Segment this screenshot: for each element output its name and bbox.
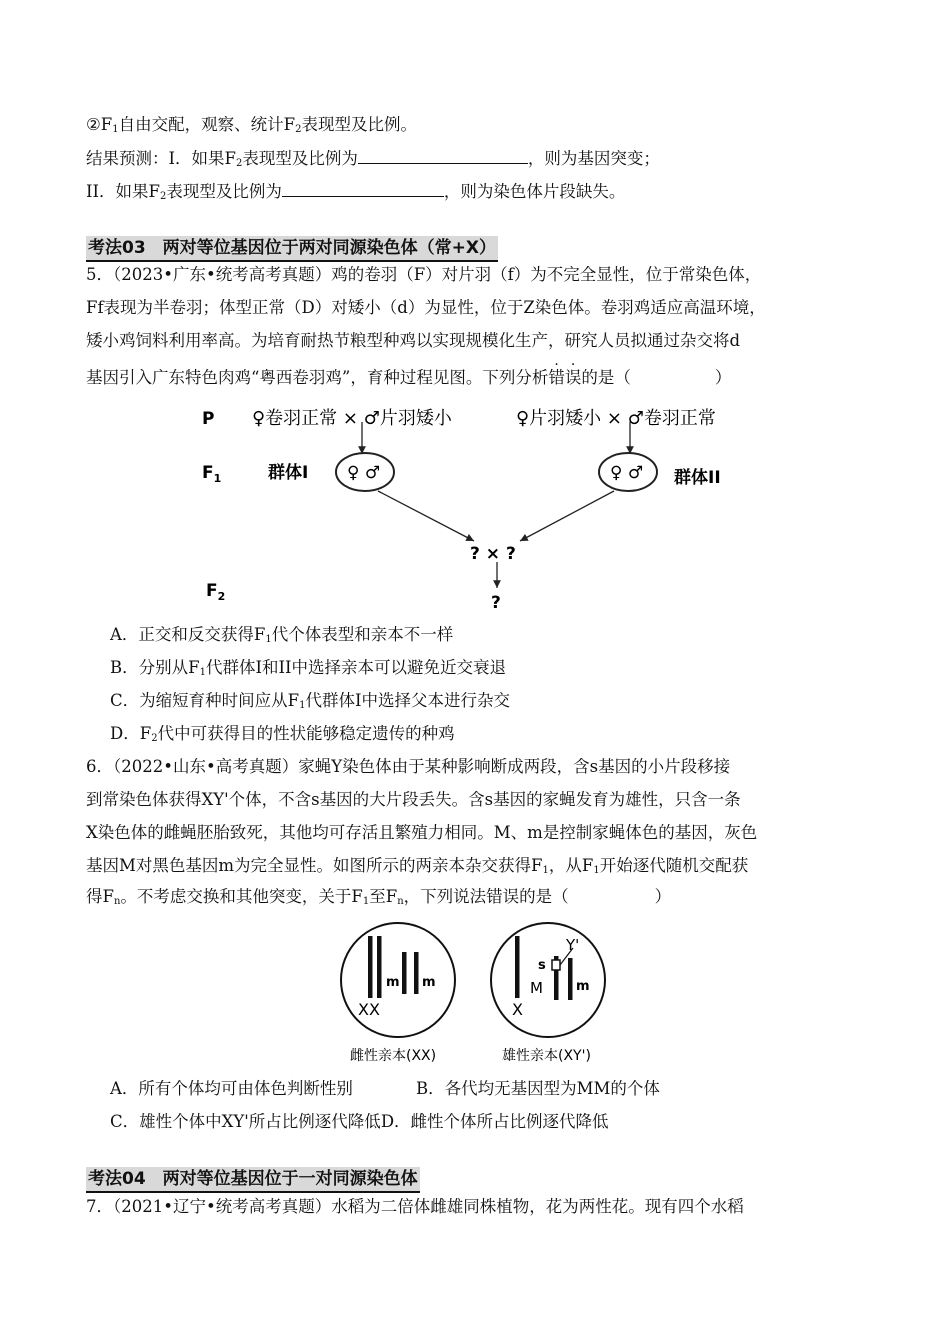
q6-line-3: X染色体的雌蝇胚胎致死，其他均可存活且繁殖力相同。M、m是控制家蝇体色的基因，灰色 — [86, 823, 758, 842]
q5-line-4: 基因引入广东特色肉鸡“粤西卷羽鸡”，育种过程见图。下列分析错误的是（ ） — [86, 368, 732, 387]
breeding-diagram — [190, 398, 760, 618]
q5-line-2: Ff表现为半卷羽；体型正常（D）对矮小（d）为显性，位于Z染色体。卷羽鸡适应高温环境， — [86, 298, 766, 317]
female-x-chromosome-1 — [368, 936, 373, 998]
q5-option-b[interactable]: B．分别从$F_1$代群体I和II中选择亲本可以避免近交衰退 — [110, 658, 507, 678]
q6-option-c[interactable]: C．雄性个体中XY'所占比例逐代降低 — [110, 1112, 381, 1131]
f2-offspring-label: ? — [491, 593, 501, 613]
q5-option-d[interactable]: D．$F_2$代中可获得目的性状能够稳定遗传的种鸡 — [110, 724, 455, 744]
row-f2-label: $F_2$ — [206, 581, 226, 603]
step-2-text: $②F_1$自由交配，观察、统计$F_2$表现型及比例。 — [86, 115, 417, 135]
q5-line-3: 矮小鸡饲料利用率高。为培育耐热节粮型种鸡以实现规模化生产，研究人员拟通过杂交将d — [86, 331, 741, 350]
group-1-label: 群体I — [268, 463, 309, 483]
group-1-sex-symbols: ♀ ♂ — [347, 463, 381, 483]
q5-option-c[interactable]: C．为缩短育种时间应从$F_1$代群体I中选择父本进行杂交 — [110, 691, 510, 711]
prediction-line-2: II．如果$F_2$表现型及比例为 ，则为染色体片段缺失。 — [86, 182, 626, 202]
q7-line-1: 7．（2021•辽宁•统考高考真题）水稻为二倍体雌雄同株植物，花为两性花。现有四个水稻 — [86, 1197, 744, 1216]
male-s-label: s — [538, 958, 546, 973]
f1-cross-label: ? × ? — [470, 544, 516, 564]
male-s-fragment — [552, 960, 560, 970]
male-M-label: M — [530, 979, 543, 997]
q6-line-2: 到常染色体获得XY'个体，不含s基因的大片段丢失。含s基因的家蝇发育为雄性，只含一条 — [86, 790, 741, 809]
male-caption: 雄性亲本(XY') — [502, 1048, 591, 1064]
section-04-header: 考法04 两对等位基因位于一对同源染色体 — [86, 1167, 420, 1193]
female-m1-label: m — [386, 975, 400, 990]
group-2-label: 群体II — [674, 468, 721, 488]
cross-left-label: ♀卷羽正常 × ♂片羽矮小 — [252, 408, 452, 429]
prediction-line-1: 结果预测：I．如果$F_2$表现型及比例为 ，则为基因突变； — [86, 149, 660, 169]
female-caption: 雌性亲本(XX) — [350, 1048, 437, 1064]
q6-line-5: 得$F_n$。不考虑交换和其他突变，关于$F_1$至$F_n$，下列说法错误的是（ ） — [86, 887, 672, 907]
male-m-label: m — [576, 979, 590, 994]
row-f1-label: $F_1$ — [202, 463, 222, 485]
q6-option-b[interactable]: B．各代均无基因型为MM的个体 — [416, 1079, 660, 1098]
female-xx-label: XX — [358, 1000, 380, 1019]
q5-line-1: 5．（2023•广东•统考高考真题）鸡的卷羽（F）对片羽（f）为不完全显性，位于常染色体， — [86, 265, 762, 284]
answer-blank-1[interactable] — [358, 147, 528, 164]
q6-line-4: 基因M对黑色基因m为完全显性。如图所示的两亲本杂交获得$F_1$，从$F_1$开始逐代随机交配获 — [86, 856, 749, 876]
male-x-chromosome — [515, 936, 520, 998]
female-autosome-1 — [402, 952, 407, 994]
q6-option-a[interactable]: A．所有个体均可由体色判断性别 — [110, 1079, 353, 1098]
chromosome-figure — [330, 918, 630, 1068]
group-2-sex-symbols: ♀ ♂ — [610, 463, 644, 483]
female-autosome-2 — [414, 952, 419, 994]
male-x-label: X — [512, 1000, 523, 1019]
section-03-header: 考法03 两对等位基因位于两对同源染色体（常+X） — [86, 236, 498, 262]
q5-option-a[interactable]: A．正交和反交获得$F_1$代个体表型和亲本不一样 — [110, 625, 454, 645]
female-x-chromosome-2 — [377, 936, 382, 998]
cross-right-label: ♀片羽矮小 × ♂卷羽正常 — [516, 408, 716, 429]
answer-blank-2[interactable] — [282, 180, 444, 197]
male-yprime-label: Y' — [566, 936, 580, 954]
male-autosome-m — [568, 958, 573, 1000]
q6-option-d[interactable]: D．雌性个体所占比例逐代降低 — [380, 1112, 609, 1131]
row-p-label: P — [202, 409, 215, 429]
q6-option-cd[interactable] — [110, 1111, 609, 1133]
female-m2-label: m — [422, 975, 436, 990]
q6-line-1: 6．（2022•山东•高考真题）家蝇Y染色体由于某种影响断成两段，含s基因的小片段移接 — [86, 757, 731, 776]
